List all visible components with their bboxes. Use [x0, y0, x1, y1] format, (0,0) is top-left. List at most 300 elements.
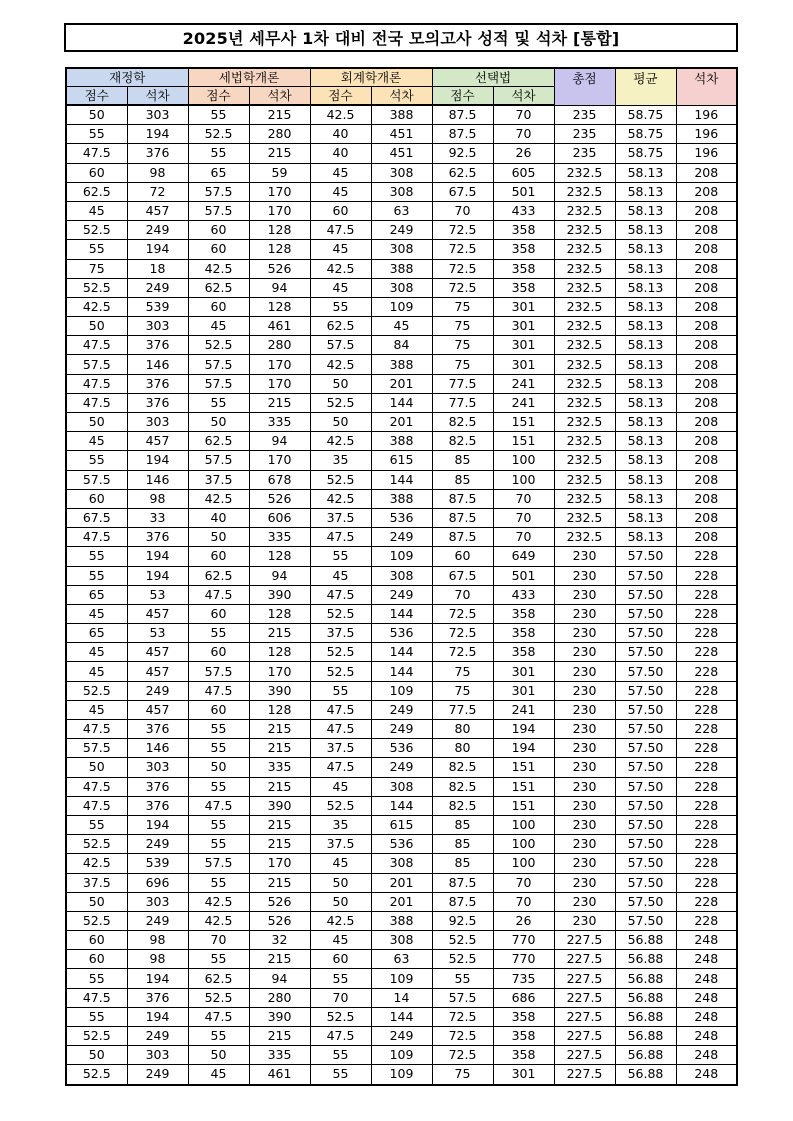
cell-accounting-score: 55 — [310, 1065, 371, 1085]
cell-elective-rank: 100 — [493, 854, 554, 873]
table-row — [66, 681, 737, 700]
cell-tax-law-score: 47.5 — [188, 796, 249, 815]
cell-average: 57.50 — [615, 758, 676, 777]
cell-elective-score: 87.5 — [432, 508, 493, 527]
cell-accounting-score: 45 — [310, 854, 371, 873]
cell-rank: 228 — [676, 585, 737, 604]
header-accounting: 회계학개론 — [310, 68, 432, 87]
cell-accounting-rank: 249 — [371, 758, 432, 777]
cell-accounting-rank: 109 — [371, 1065, 432, 1085]
cell-total: 232.5 — [554, 355, 615, 374]
cell-accounting-rank: 308 — [371, 240, 432, 259]
cell-finance-score: 45 — [66, 432, 127, 451]
cell-rank: 228 — [676, 624, 737, 643]
cell-average: 56.88 — [615, 988, 676, 1007]
cell-elective-score: 82.5 — [432, 758, 493, 777]
table-row — [66, 125, 737, 144]
cell-accounting-score: 55 — [310, 297, 371, 316]
cell-tax-law-rank: 170 — [249, 182, 310, 201]
cell-elective-score: 72.5 — [432, 624, 493, 643]
cell-finance-score: 47.5 — [66, 144, 127, 163]
cell-tax-law-score: 50 — [188, 758, 249, 777]
cell-finance-rank: 98 — [127, 163, 188, 182]
cell-average: 58.13 — [615, 489, 676, 508]
cell-finance-score: 55 — [66, 451, 127, 470]
cell-elective-score: 85 — [432, 451, 493, 470]
cell-total: 232.5 — [554, 451, 615, 470]
cell-rank: 208 — [676, 240, 737, 259]
cell-finance-rank: 249 — [127, 835, 188, 854]
cell-rank: 248 — [676, 931, 737, 950]
cell-accounting-rank: 109 — [371, 297, 432, 316]
cell-total: 232.5 — [554, 278, 615, 297]
cell-tax-law-score: 60 — [188, 604, 249, 623]
cell-elective-rank: 358 — [493, 1007, 554, 1026]
cell-tax-law-rank: 128 — [249, 643, 310, 662]
table-row — [66, 297, 737, 316]
cell-finance-score: 45 — [66, 662, 127, 681]
cell-elective-rank: 301 — [493, 662, 554, 681]
cell-accounting-rank: 249 — [371, 720, 432, 739]
table-row — [66, 374, 737, 393]
cell-accounting-rank: 308 — [371, 931, 432, 950]
cell-elective-rank: 358 — [493, 624, 554, 643]
cell-finance-score: 42.5 — [66, 297, 127, 316]
cell-rank: 228 — [676, 739, 737, 758]
cell-finance-rank: 249 — [127, 911, 188, 930]
cell-elective-score: 75 — [432, 297, 493, 316]
cell-tax-law-score: 62.5 — [188, 969, 249, 988]
cell-finance-score: 55 — [66, 969, 127, 988]
cell-rank: 228 — [676, 796, 737, 815]
cell-rank: 228 — [676, 854, 737, 873]
cell-elective-score: 75 — [432, 662, 493, 681]
cell-elective-rank: 241 — [493, 374, 554, 393]
cell-finance-rank: 376 — [127, 144, 188, 163]
cell-tax-law-score: 57.5 — [188, 854, 249, 873]
cell-rank: 196 — [676, 125, 737, 144]
cell-elective-rank: 100 — [493, 815, 554, 834]
cell-tax-law-score: 47.5 — [188, 1007, 249, 1026]
table-row — [66, 240, 737, 259]
cell-tax-law-rank: 280 — [249, 336, 310, 355]
cell-accounting-score: 40 — [310, 144, 371, 163]
cell-accounting-score: 45 — [310, 777, 371, 796]
cell-rank: 208 — [676, 336, 737, 355]
cell-tax-law-rank: 461 — [249, 1065, 310, 1085]
cell-tax-law-score: 55 — [188, 624, 249, 643]
cell-average: 57.50 — [615, 873, 676, 892]
cell-elective-rank: 358 — [493, 1046, 554, 1065]
cell-elective-score: 87.5 — [432, 125, 493, 144]
cell-total: 227.5 — [554, 969, 615, 988]
cell-finance-rank: 376 — [127, 393, 188, 412]
cell-tax-law-score: 42.5 — [188, 259, 249, 278]
cell-accounting-score: 45 — [310, 240, 371, 259]
table-row — [66, 835, 737, 854]
cell-tax-law-rank: 215 — [249, 144, 310, 163]
table-row — [66, 163, 737, 182]
cell-elective-rank: 151 — [493, 413, 554, 432]
cell-finance-rank: 376 — [127, 777, 188, 796]
cell-rank: 208 — [676, 432, 737, 451]
cell-finance-score: 60 — [66, 931, 127, 950]
table-row — [66, 105, 737, 125]
header-finance-rank: 석차 — [127, 87, 188, 106]
cell-accounting-rank: 388 — [371, 105, 432, 125]
cell-accounting-score: 50 — [310, 892, 371, 911]
cell-elective-score: 60 — [432, 547, 493, 566]
cell-rank: 208 — [676, 393, 737, 412]
cell-elective-score: 72.5 — [432, 240, 493, 259]
cell-tax-law-score: 60 — [188, 700, 249, 719]
cell-accounting-rank: 249 — [371, 528, 432, 547]
cell-rank: 228 — [676, 873, 737, 892]
cell-accounting-score: 35 — [310, 451, 371, 470]
cell-rank: 228 — [676, 911, 737, 930]
cell-tax-law-score: 60 — [188, 643, 249, 662]
table-row — [66, 393, 737, 412]
cell-tax-law-rank: 170 — [249, 355, 310, 374]
cell-average: 58.13 — [615, 278, 676, 297]
cell-finance-score: 50 — [66, 413, 127, 432]
cell-elective-score: 85 — [432, 854, 493, 873]
cell-finance-rank: 194 — [127, 815, 188, 834]
table-row — [66, 528, 737, 547]
cell-elective-score: 82.5 — [432, 432, 493, 451]
cell-average: 57.50 — [615, 815, 676, 834]
cell-tax-law-rank: 215 — [249, 815, 310, 834]
cell-finance-score: 55 — [66, 240, 127, 259]
cell-elective-rank: 70 — [493, 873, 554, 892]
cell-average: 57.50 — [615, 854, 676, 873]
cell-tax-law-score: 55 — [188, 739, 249, 758]
cell-total: 230 — [554, 662, 615, 681]
cell-accounting-rank: 536 — [371, 624, 432, 643]
cell-average: 58.13 — [615, 413, 676, 432]
table-row — [66, 988, 737, 1007]
cell-accounting-score: 52.5 — [310, 470, 371, 489]
cell-tax-law-score: 62.5 — [188, 566, 249, 585]
cell-total: 230 — [554, 873, 615, 892]
cell-tax-law-rank: 390 — [249, 796, 310, 815]
cell-accounting-score: 57.5 — [310, 336, 371, 355]
cell-elective-score: 87.5 — [432, 528, 493, 547]
table-row — [66, 950, 737, 969]
cell-finance-rank: 303 — [127, 105, 188, 125]
cell-accounting-score: 52.5 — [310, 796, 371, 815]
table-row — [66, 604, 737, 623]
cell-rank: 208 — [676, 374, 737, 393]
cell-elective-rank: 605 — [493, 163, 554, 182]
cell-elective-score: 75 — [432, 355, 493, 374]
cell-accounting-score: 55 — [310, 969, 371, 988]
cell-total: 235 — [554, 144, 615, 163]
cell-total: 230 — [554, 777, 615, 796]
cell-accounting-score: 62.5 — [310, 317, 371, 336]
cell-elective-score: 72.5 — [432, 221, 493, 240]
cell-tax-law-rank: 215 — [249, 393, 310, 412]
cell-tax-law-rank: 59 — [249, 163, 310, 182]
cell-rank: 208 — [676, 508, 737, 527]
cell-tax-law-score: 55 — [188, 950, 249, 969]
table-row — [66, 451, 737, 470]
cell-rank: 208 — [676, 163, 737, 182]
cell-average: 57.50 — [615, 662, 676, 681]
cell-average: 56.88 — [615, 1046, 676, 1065]
cell-tax-law-score: 60 — [188, 297, 249, 316]
cell-accounting-score: 42.5 — [310, 105, 371, 125]
table-row — [66, 413, 737, 432]
cell-rank: 208 — [676, 451, 737, 470]
cell-tax-law-rank: 128 — [249, 240, 310, 259]
cell-tax-law-score: 55 — [188, 777, 249, 796]
cell-finance-score: 60 — [66, 489, 127, 508]
cell-tax-law-rank: 170 — [249, 451, 310, 470]
table-row — [66, 777, 737, 796]
cell-elective-score: 77.5 — [432, 700, 493, 719]
cell-elective-rank: 770 — [493, 931, 554, 950]
cell-accounting-score: 70 — [310, 988, 371, 1007]
cell-rank: 196 — [676, 105, 737, 125]
cell-tax-law-rank: 32 — [249, 931, 310, 950]
cell-elective-rank: 26 — [493, 144, 554, 163]
header-tax-law-rank: 석차 — [249, 87, 310, 106]
table-row — [66, 892, 737, 911]
table-row — [66, 662, 737, 681]
cell-tax-law-score: 57.5 — [188, 662, 249, 681]
cell-accounting-score: 50 — [310, 873, 371, 892]
cell-elective-score: 72.5 — [432, 1007, 493, 1026]
cell-finance-score: 47.5 — [66, 374, 127, 393]
cell-elective-score: 55 — [432, 969, 493, 988]
cell-elective-rank: 770 — [493, 950, 554, 969]
cell-total: 230 — [554, 835, 615, 854]
table-row — [66, 700, 737, 719]
cell-total: 230 — [554, 911, 615, 930]
cell-accounting-rank: 144 — [371, 796, 432, 815]
cell-accounting-rank: 63 — [371, 950, 432, 969]
cell-tax-law-rank: 215 — [249, 835, 310, 854]
cell-elective-score: 82.5 — [432, 777, 493, 796]
cell-elective-score: 72.5 — [432, 604, 493, 623]
cell-elective-rank: 151 — [493, 796, 554, 815]
cell-elective-score: 72.5 — [432, 278, 493, 297]
cell-total: 230 — [554, 758, 615, 777]
cell-elective-rank: 301 — [493, 336, 554, 355]
cell-accounting-rank: 249 — [371, 1027, 432, 1046]
cell-tax-law-score: 45 — [188, 317, 249, 336]
cell-accounting-score: 47.5 — [310, 221, 371, 240]
cell-tax-law-score: 55 — [188, 144, 249, 163]
cell-total: 230 — [554, 643, 615, 662]
cell-average: 57.50 — [615, 739, 676, 758]
cell-finance-score: 47.5 — [66, 336, 127, 355]
cell-accounting-rank: 308 — [371, 777, 432, 796]
score-table — [65, 67, 738, 1086]
table-row — [66, 815, 737, 834]
cell-elective-rank: 358 — [493, 604, 554, 623]
table-row — [66, 643, 737, 662]
cell-total: 227.5 — [554, 1027, 615, 1046]
cell-tax-law-score: 55 — [188, 393, 249, 412]
cell-finance-score: 52.5 — [66, 221, 127, 240]
cell-elective-rank: 70 — [493, 892, 554, 911]
cell-elective-rank: 358 — [493, 278, 554, 297]
cell-average: 57.50 — [615, 643, 676, 662]
table-row — [66, 336, 737, 355]
cell-accounting-rank: 144 — [371, 643, 432, 662]
cell-accounting-score: 35 — [310, 815, 371, 834]
cell-finance-score: 55 — [66, 1007, 127, 1026]
cell-total: 230 — [554, 796, 615, 815]
cell-total: 232.5 — [554, 297, 615, 316]
cell-total: 230 — [554, 815, 615, 834]
cell-finance-rank: 98 — [127, 950, 188, 969]
cell-average: 58.75 — [615, 144, 676, 163]
cell-finance-rank: 98 — [127, 489, 188, 508]
cell-elective-score: 72.5 — [432, 259, 493, 278]
cell-finance-rank: 194 — [127, 240, 188, 259]
cell-elective-rank: 100 — [493, 451, 554, 470]
cell-accounting-rank: 536 — [371, 835, 432, 854]
table-row — [66, 1065, 737, 1085]
cell-rank: 208 — [676, 355, 737, 374]
cell-average: 56.88 — [615, 931, 676, 950]
table-row — [66, 470, 737, 489]
cell-tax-law-score: 57.5 — [188, 201, 249, 220]
cell-finance-score: 75 — [66, 259, 127, 278]
cell-accounting-score: 52.5 — [310, 604, 371, 623]
table-row — [66, 221, 737, 240]
cell-accounting-rank: 388 — [371, 259, 432, 278]
table-row — [66, 144, 737, 163]
cell-tax-law-score: 40 — [188, 508, 249, 527]
cell-accounting-score: 42.5 — [310, 355, 371, 374]
cell-accounting-score: 47.5 — [310, 758, 371, 777]
cell-accounting-rank: 109 — [371, 547, 432, 566]
cell-rank: 208 — [676, 221, 737, 240]
cell-finance-score: 45 — [66, 700, 127, 719]
cell-elective-rank: 686 — [493, 988, 554, 1007]
cell-elective-rank: 194 — [493, 739, 554, 758]
cell-elective-score: 52.5 — [432, 950, 493, 969]
cell-average: 57.50 — [615, 720, 676, 739]
cell-tax-law-score: 55 — [188, 720, 249, 739]
cell-elective-score: 70 — [432, 585, 493, 604]
cell-rank: 248 — [676, 988, 737, 1007]
cell-total: 232.5 — [554, 259, 615, 278]
cell-total: 232.5 — [554, 393, 615, 412]
cell-rank: 248 — [676, 969, 737, 988]
cell-total: 230 — [554, 720, 615, 739]
cell-accounting-score: 42.5 — [310, 911, 371, 930]
cell-elective-score: 67.5 — [432, 182, 493, 201]
cell-finance-rank: 376 — [127, 988, 188, 1007]
cell-finance-rank: 194 — [127, 969, 188, 988]
header-finance: 재정학 — [66, 68, 188, 87]
cell-accounting-score: 55 — [310, 681, 371, 700]
cell-tax-law-rank: 461 — [249, 317, 310, 336]
cell-finance-rank: 249 — [127, 278, 188, 297]
cell-elective-score: 85 — [432, 470, 493, 489]
cell-finance-score: 52.5 — [66, 681, 127, 700]
cell-total: 230 — [554, 681, 615, 700]
header-accounting-rank: 석차 — [371, 87, 432, 106]
cell-tax-law-rank: 215 — [249, 950, 310, 969]
cell-rank: 208 — [676, 413, 737, 432]
header-total: 총점 — [554, 68, 615, 105]
table-row — [66, 585, 737, 604]
cell-elective-score: 87.5 — [432, 105, 493, 125]
cell-accounting-score: 60 — [310, 950, 371, 969]
cell-rank: 228 — [676, 777, 737, 796]
cell-finance-rank: 53 — [127, 624, 188, 643]
cell-accounting-rank: 308 — [371, 854, 432, 873]
cell-accounting-rank: 308 — [371, 566, 432, 585]
cell-finance-rank: 376 — [127, 336, 188, 355]
cell-tax-law-rank: 526 — [249, 489, 310, 508]
cell-elective-score: 85 — [432, 835, 493, 854]
cell-accounting-score: 47.5 — [310, 585, 371, 604]
cell-elective-rank: 70 — [493, 105, 554, 125]
cell-finance-rank: 696 — [127, 873, 188, 892]
cell-tax-law-rank: 280 — [249, 125, 310, 144]
cell-tax-law-score: 42.5 — [188, 892, 249, 911]
cell-elective-score: 75 — [432, 317, 493, 336]
cell-elective-rank: 301 — [493, 1065, 554, 1085]
cell-elective-score: 87.5 — [432, 892, 493, 911]
cell-total: 232.5 — [554, 508, 615, 527]
cell-rank: 228 — [676, 892, 737, 911]
cell-accounting-rank: 388 — [371, 489, 432, 508]
table-row — [66, 969, 737, 988]
cell-elective-rank: 358 — [493, 221, 554, 240]
cell-average: 56.88 — [615, 1027, 676, 1046]
cell-elective-score: 75 — [432, 681, 493, 700]
cell-total: 230 — [554, 604, 615, 623]
cell-rank: 248 — [676, 950, 737, 969]
cell-tax-law-score: 37.5 — [188, 470, 249, 489]
cell-finance-score: 52.5 — [66, 1065, 127, 1085]
cell-finance-rank: 457 — [127, 432, 188, 451]
cell-finance-score: 47.5 — [66, 528, 127, 547]
cell-tax-law-score: 55 — [188, 835, 249, 854]
cell-elective-score: 82.5 — [432, 413, 493, 432]
cell-elective-score: 62.5 — [432, 163, 493, 182]
cell-elective-rank: 100 — [493, 835, 554, 854]
cell-rank: 228 — [676, 815, 737, 834]
cell-average: 57.50 — [615, 547, 676, 566]
cell-accounting-score: 47.5 — [310, 528, 371, 547]
cell-rank: 228 — [676, 566, 737, 585]
table-row — [66, 432, 737, 451]
cell-average: 58.75 — [615, 105, 676, 125]
cell-tax-law-score: 70 — [188, 931, 249, 950]
cell-elective-rank: 358 — [493, 1027, 554, 1046]
cell-accounting-rank: 536 — [371, 508, 432, 527]
cell-accounting-rank: 63 — [371, 201, 432, 220]
cell-finance-score: 42.5 — [66, 854, 127, 873]
table-row — [66, 854, 737, 873]
cell-elective-score: 77.5 — [432, 374, 493, 393]
table-row — [66, 796, 737, 815]
cell-tax-law-rank: 215 — [249, 777, 310, 796]
cell-total: 230 — [554, 739, 615, 758]
cell-finance-rank: 457 — [127, 643, 188, 662]
cell-average: 57.50 — [615, 835, 676, 854]
cell-elective-rank: 358 — [493, 240, 554, 259]
